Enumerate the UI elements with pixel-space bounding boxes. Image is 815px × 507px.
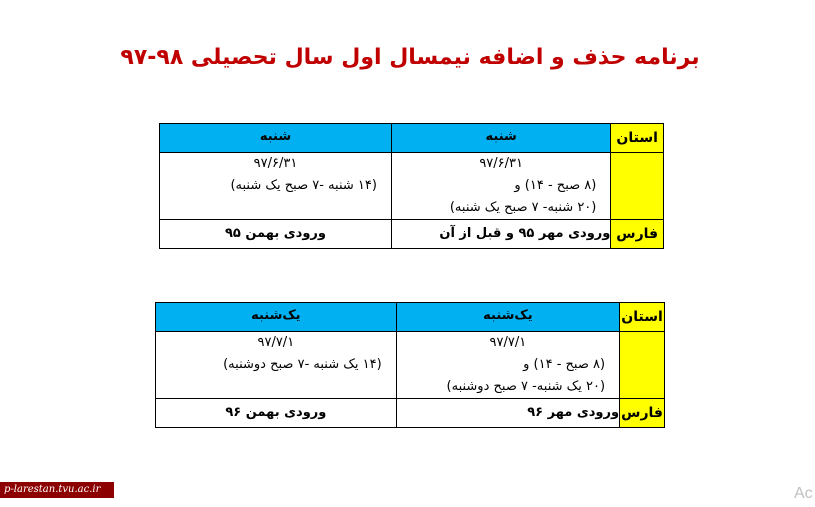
date-text: ۹۷/۷/۱ — [489, 335, 527, 350]
site-url-badge: p-larestan.tvu.ac.ir — [0, 482, 114, 498]
day-header-left: شنبه — [160, 124, 392, 153]
time-range-text: (۲۰ یک شنبه- ۷ صبح دوشنبه) — [446, 379, 606, 394]
time-range-text: (۸ صبح - ۱۴) و — [514, 178, 597, 193]
date-text: ۹۷/۷/۱ — [257, 335, 295, 350]
entry-cell-left: ورودی بهمن ۹۵ — [160, 220, 392, 249]
date-text: ۹۷/۶/۳۱ — [479, 156, 523, 171]
province-spacer — [611, 153, 664, 220]
day-header-right: یک‌شنبه — [396, 303, 619, 332]
activation-watermark: Ac — [794, 485, 813, 502]
time-range-text: (۲۰ شنبه- ۷ صبح یک شنبه) — [449, 200, 597, 215]
date-text: ۹۷/۶/۳۱ — [253, 156, 298, 171]
day-header-left: یک‌شنبه — [156, 303, 397, 332]
entry-cell-left: ورودی بهمن ۹۶ — [156, 399, 397, 428]
entry-cell-right: ورودی مهر ۹۶ — [396, 399, 619, 428]
province-header: استان — [611, 124, 664, 153]
time-cell-left — [160, 153, 392, 220]
time-cell-right — [391, 153, 610, 220]
time-range-text: (۱۴ یک شنبه -۷ صبح دوشنبه) — [223, 357, 382, 372]
page-title: برنامه حذف و اضافه نیمسال اول سال تحصیلی ۹۸-۹۷ — [120, 45, 700, 70]
time-cell-left — [156, 332, 397, 399]
province-name: فارس — [611, 220, 664, 249]
entry-cell-right: ورودی مهر ۹۵ و قبل از آن — [391, 220, 610, 249]
time-range-text: (۱۴ شنبه -۷ صبح یک شنبه) — [230, 178, 377, 193]
schedule-table-1 — [159, 123, 664, 249]
province-spacer — [620, 332, 665, 399]
time-range-text: (۸ صبح - ۱۴) و — [523, 357, 606, 372]
province-header: استان — [620, 303, 665, 332]
province-name: فارس — [620, 399, 665, 428]
day-header-right: شنبه — [391, 124, 610, 153]
time-cell-right — [396, 332, 619, 399]
schedule-table-2 — [155, 302, 665, 428]
